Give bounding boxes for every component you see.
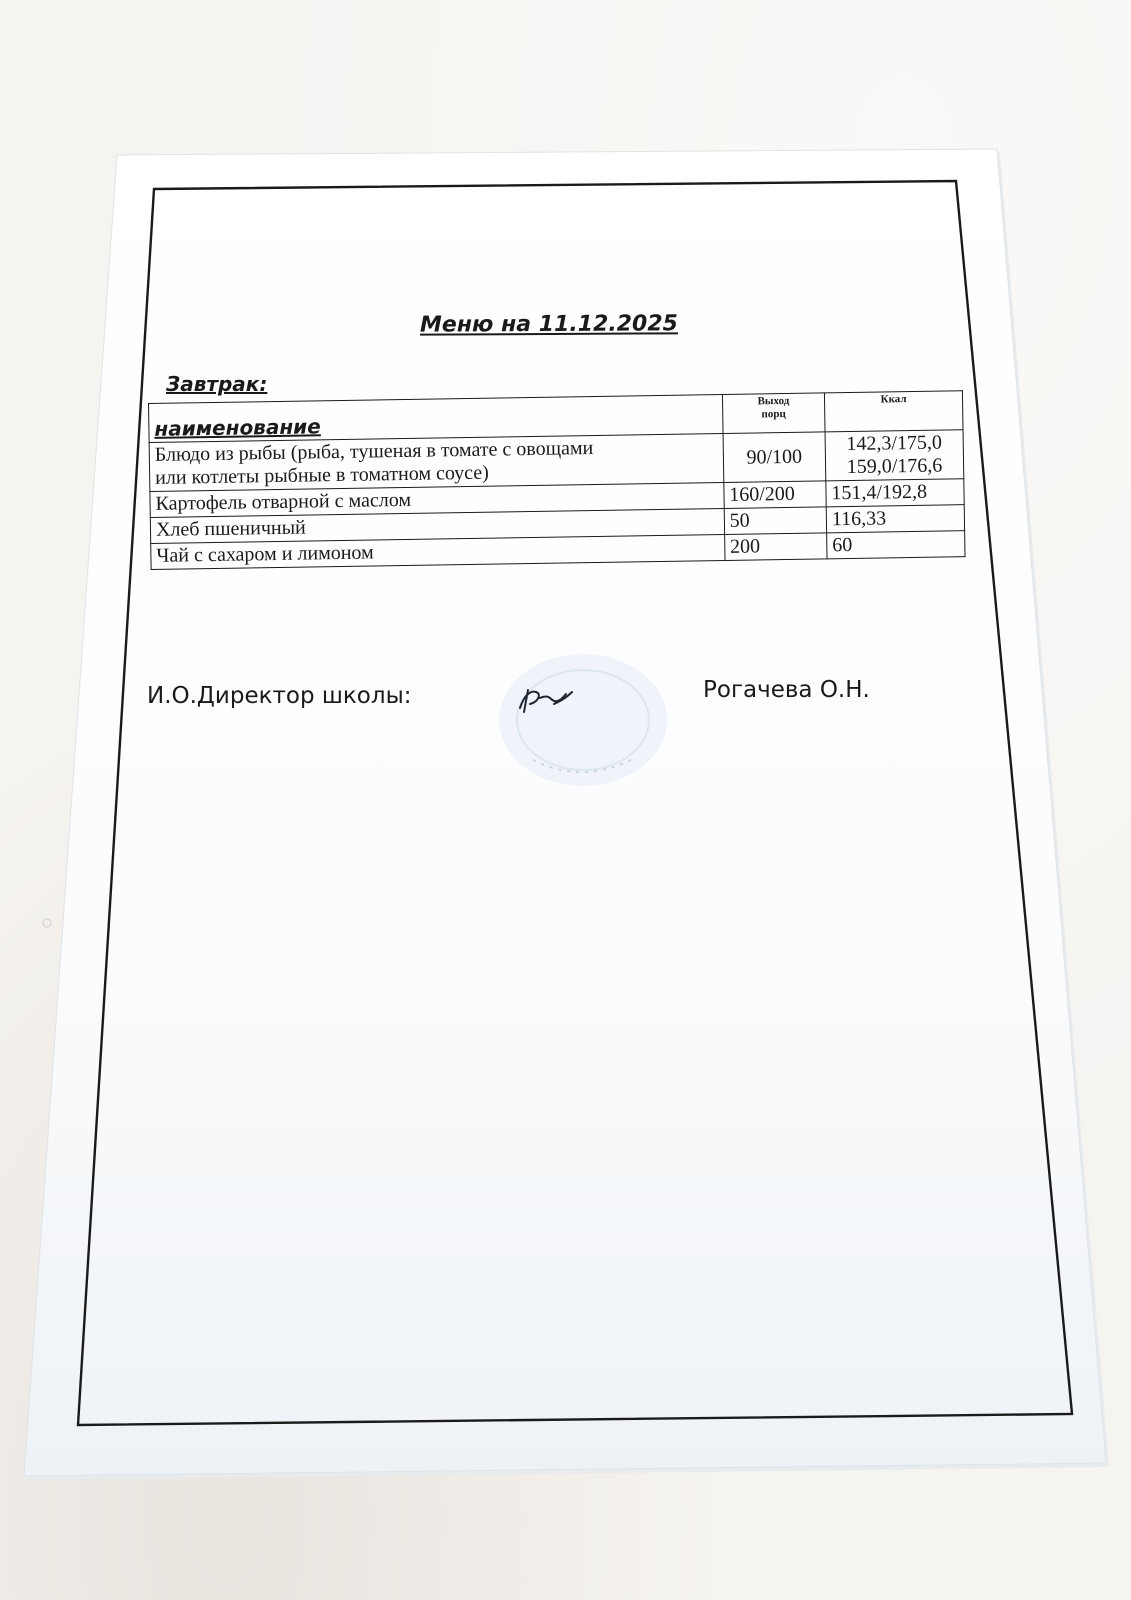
header-yield: Выход порц bbox=[722, 393, 825, 434]
dish-name: Блюдо из рыбы (рыба, тушеная в томате с овощами или котлеты рыбные в томатном соусе) bbox=[149, 433, 723, 491]
director-name: Рогачева О.Н. bbox=[703, 677, 870, 703]
dish-name: Картофель отварной с маслом bbox=[150, 482, 724, 517]
dish-kcal: 116,33 bbox=[826, 505, 964, 533]
dish-yield: 50 bbox=[724, 507, 827, 535]
dish-kcal: 142,3/175,0 159,0/176,6 bbox=[825, 430, 964, 481]
header-kcal: Ккал bbox=[824, 391, 963, 432]
dish-yield: 160/200 bbox=[724, 481, 827, 509]
dish-yield: 200 bbox=[724, 533, 827, 561]
section-breakfast-heading: Завтрак: bbox=[166, 372, 268, 396]
dish-kcal: 151,4/192,8 bbox=[826, 479, 964, 507]
faded-stamp-seal bbox=[495, 650, 671, 790]
handwritten-signature bbox=[514, 682, 580, 718]
punch-hole-mark bbox=[42, 918, 52, 928]
dish-name: Хлеб пшеничный bbox=[150, 508, 724, 543]
menu-title: Меню на 11.12.2025 bbox=[419, 311, 679, 338]
dish-kcal: 60 bbox=[827, 531, 965, 559]
header-name: наименование bbox=[149, 394, 723, 442]
dish-name: Чай с сахаром и лимоном bbox=[151, 534, 725, 569]
dish-yield: 90/100 bbox=[723, 432, 826, 483]
director-label: И.О.Директор школы: bbox=[147, 683, 412, 709]
menu-table bbox=[148, 390, 966, 570]
